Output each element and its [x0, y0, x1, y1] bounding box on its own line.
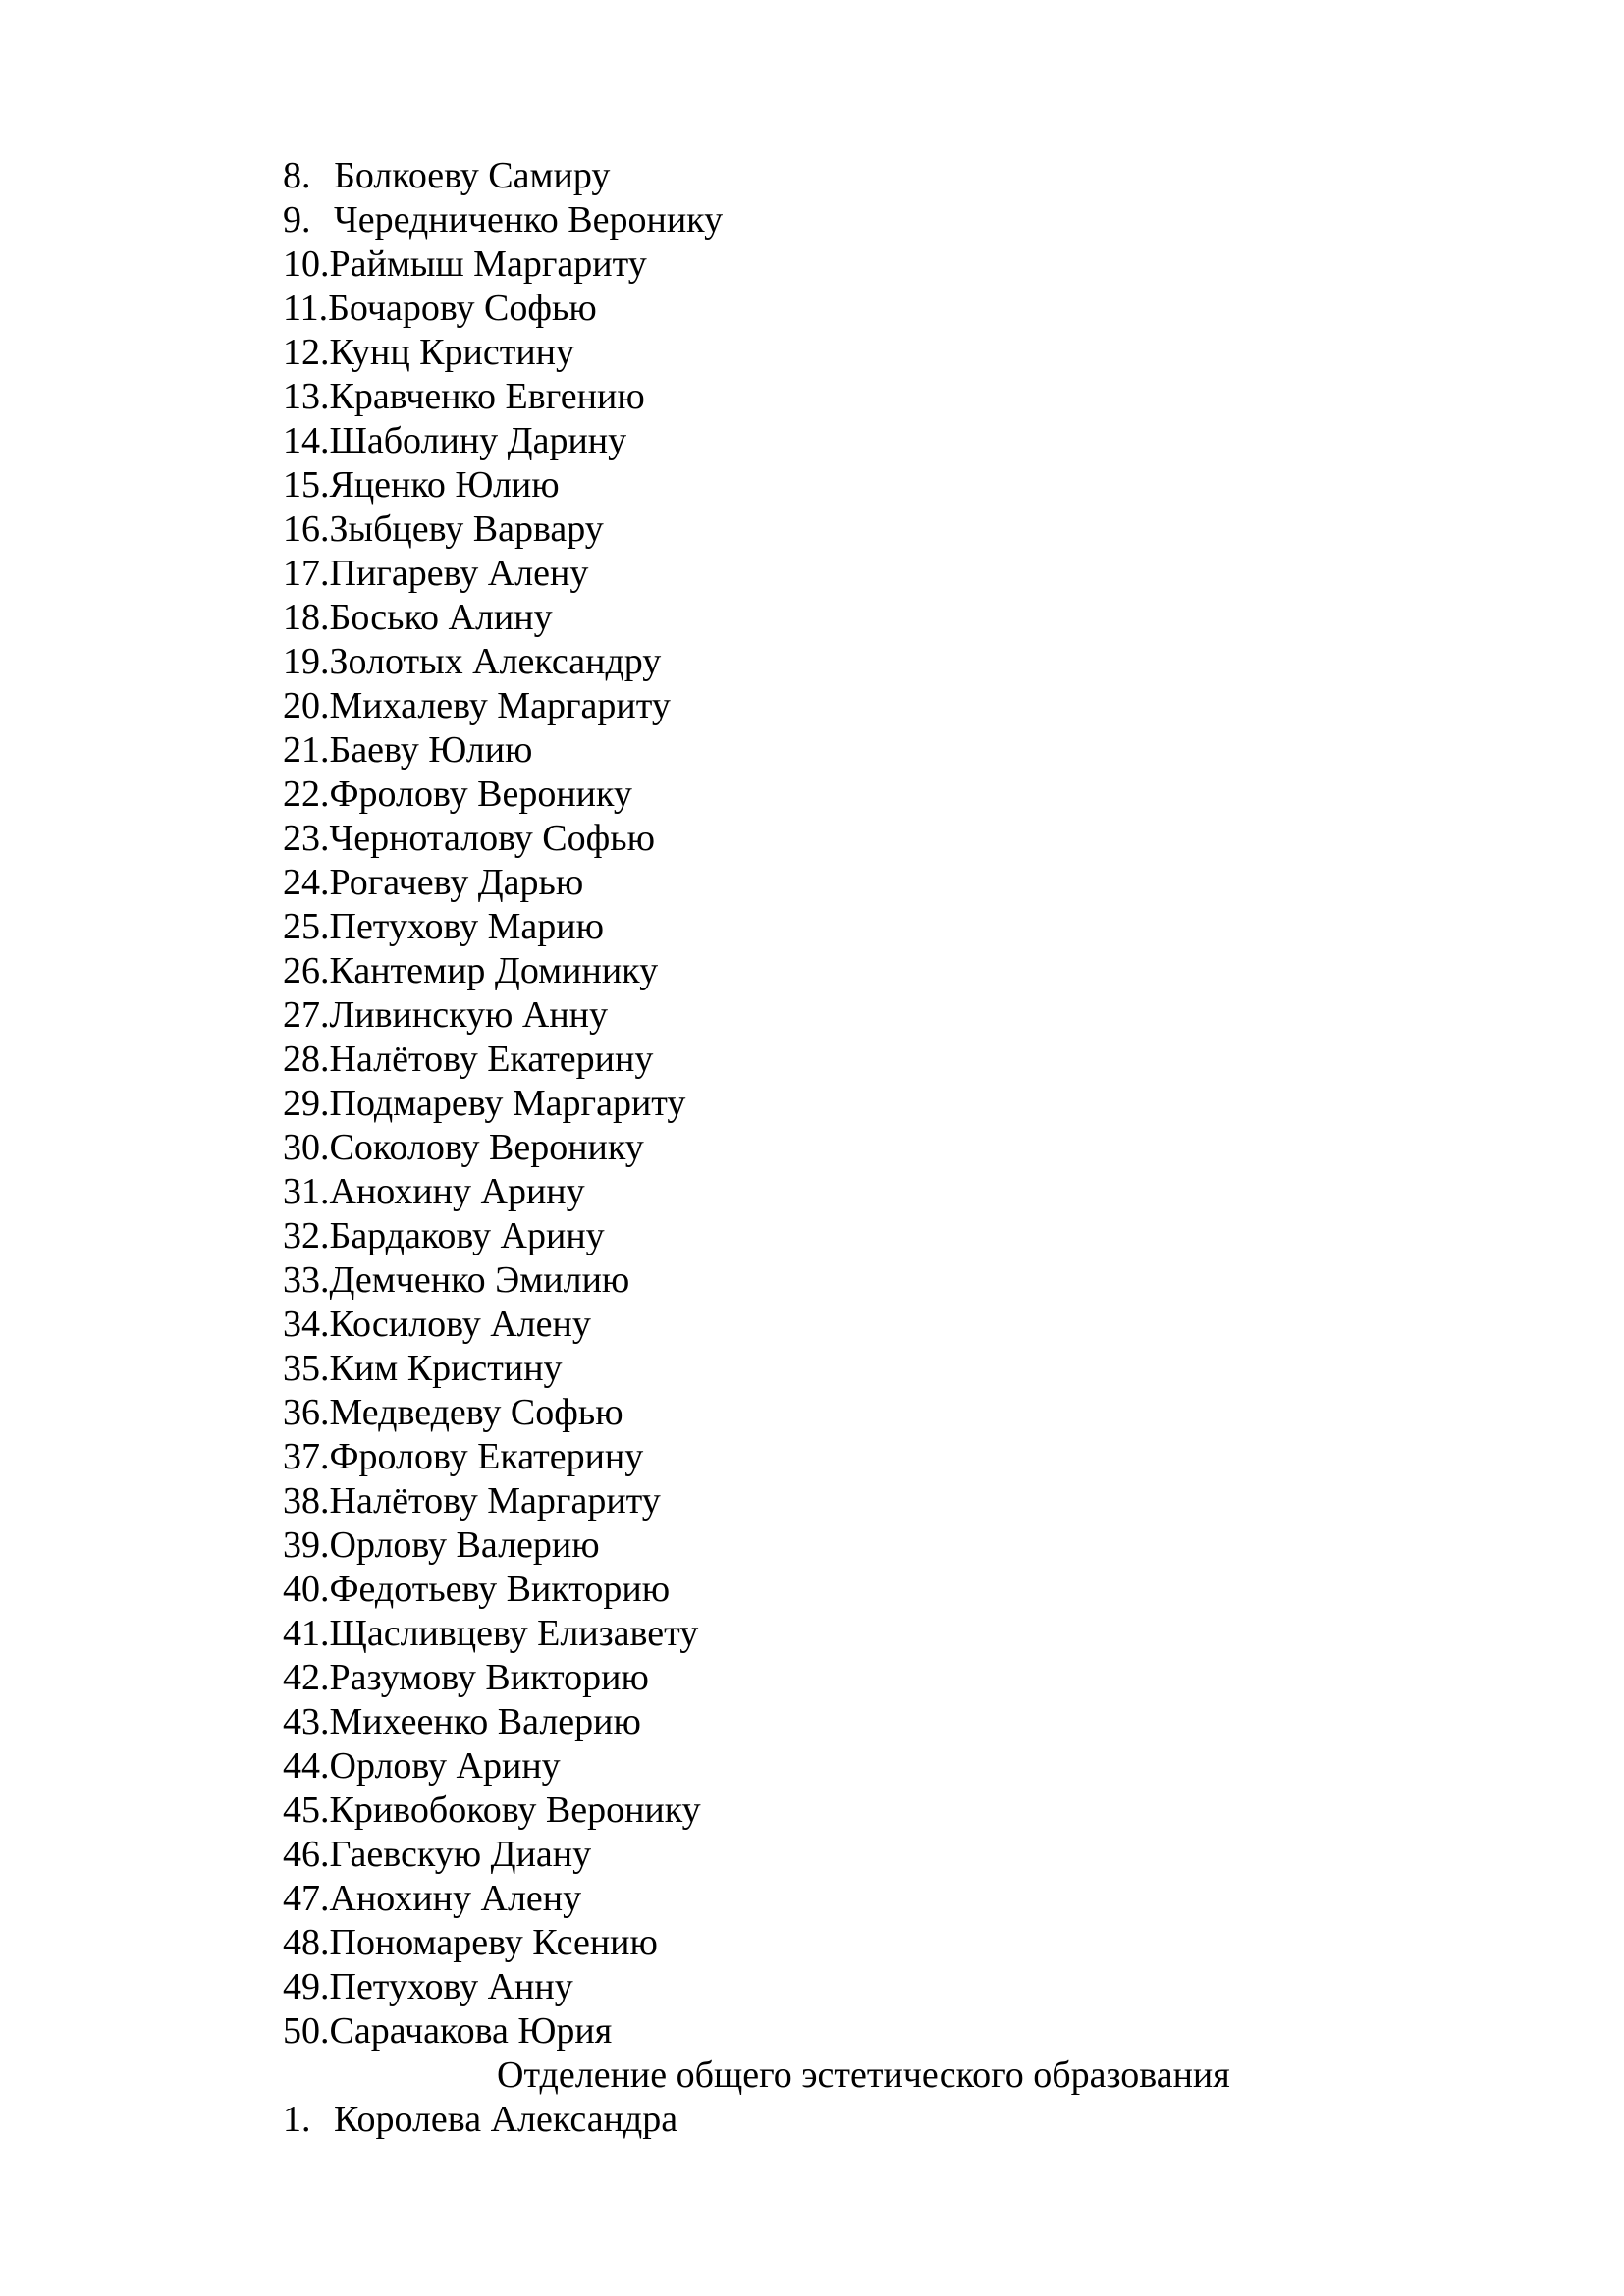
list-item-number: 41.	[283, 1613, 330, 1654]
list-item	[283, 2098, 1461, 2142]
student-list	[283, 154, 1461, 2142]
list-item-number: 48.	[283, 1922, 330, 1963]
list-item	[283, 463, 1461, 507]
list-item-name: Чередниченко Веронику	[334, 199, 724, 240]
list-item-name: Фролову Веронику	[329, 774, 632, 815]
list-item-number: 45.	[283, 1789, 330, 1831]
list-item-name: Сарачакова Юрия	[329, 2010, 613, 2052]
list-item-number: 18.	[283, 597, 330, 638]
list-item-name: Бардакову Арину	[329, 1215, 605, 1256]
list-item	[283, 331, 1461, 375]
list-item-number: 46.	[283, 1834, 330, 1875]
list-item-number: 34.	[283, 1304, 330, 1345]
list-item-number: 24.	[283, 862, 330, 903]
list-item-number: 8.	[283, 155, 311, 196]
list-item-name: Щасливцеву Елизавету	[329, 1613, 699, 1654]
list-item-name: Раймыш Маргариту	[329, 243, 647, 285]
list-item	[283, 287, 1461, 331]
list-item-name: Петухову Марию	[329, 906, 604, 947]
list-item	[283, 817, 1461, 861]
list-item	[283, 1700, 1461, 1744]
list-item	[283, 1258, 1461, 1303]
list-item	[283, 861, 1461, 905]
list-item	[283, 1303, 1461, 1347]
list-item	[283, 1568, 1461, 1612]
list-item	[283, 419, 1461, 463]
list-item-name: Зыбцеву Варвару	[329, 508, 604, 550]
list-item-number: 28.	[283, 1039, 330, 1080]
list-item-name: Королева Александра	[334, 2099, 678, 2140]
list-item-name: Федотьеву Викторию	[329, 1569, 671, 1610]
list-item	[283, 1789, 1461, 1833]
list-item-name: Подмареву Маргариту	[329, 1083, 686, 1124]
list-item-name: Шаболину Дарину	[329, 420, 627, 461]
list-item-name: Бочарову Софью	[328, 288, 597, 329]
list-item-number: 16.	[283, 508, 330, 550]
list-item-number: 38.	[283, 1480, 330, 1522]
list-item	[283, 993, 1461, 1038]
list-item-number: 17.	[283, 553, 330, 594]
list-item-name: Демченко Эмилию	[329, 1259, 630, 1301]
list-item-name: Михеенко Валерию	[329, 1701, 641, 1742]
list-item-name: Соколову Веронику	[329, 1127, 644, 1168]
list-item	[283, 1744, 1461, 1789]
list-item	[283, 1921, 1461, 1965]
list-item-name: Кунц Кристину	[329, 332, 574, 373]
list-item	[283, 1965, 1461, 2009]
list-item-name: Босько Алину	[329, 597, 553, 638]
list-item-name: Анохину Алену	[329, 1878, 582, 1919]
list-item-name: Орлову Валерию	[329, 1524, 600, 1566]
list-item-name: Пономареву Ксению	[329, 1922, 658, 1963]
list-item	[283, 596, 1461, 640]
list-item-name: Фролову Екатерину	[329, 1436, 644, 1477]
list-item-number: 29.	[283, 1083, 330, 1124]
list-item	[283, 198, 1461, 242]
list-item	[283, 1391, 1461, 1435]
list-item-name: Разумову Викторию	[329, 1657, 649, 1698]
list-item-name: Ким Кристину	[329, 1348, 563, 1389]
list-item	[283, 1479, 1461, 1523]
list-item-name: Болкоеву Самиру	[334, 155, 611, 196]
list-item-number: 31.	[283, 1171, 330, 1212]
list-item-number: 35.	[283, 1348, 330, 1389]
list-item-number: 33.	[283, 1259, 330, 1301]
list-item-number: 1.	[283, 2099, 311, 2140]
list-item-number: 40.	[283, 1569, 330, 1610]
list-item	[283, 2009, 1461, 2054]
list-item	[283, 1082, 1461, 1126]
list-item-name: Налётову Маргариту	[329, 1480, 661, 1522]
list-item-number: 39.	[283, 1524, 330, 1566]
list-item-name: Черноталову Софью	[329, 818, 655, 859]
list-item	[283, 552, 1461, 596]
list-item-name: Орлову Арину	[329, 1745, 561, 1787]
list-item-number: 50.	[283, 2010, 330, 2052]
list-item-name: Кантемир Доминику	[329, 950, 659, 991]
list-item	[283, 728, 1461, 773]
list-item-number: 43.	[283, 1701, 330, 1742]
list-item	[283, 1126, 1461, 1170]
list-item-name: Золотых Александру	[329, 641, 662, 682]
list-item-number: 36.	[283, 1392, 330, 1433]
list-item-number: 19.	[283, 641, 330, 682]
list-item-number: 44.	[283, 1745, 330, 1787]
list-item	[283, 154, 1461, 198]
list-item-name: Рогачеву Дарью	[329, 862, 584, 903]
section-heading: Отделение общего эстетического образования	[497, 2055, 1230, 2096]
list-item-number: 27.	[283, 994, 330, 1036]
list-item-number: 13.	[283, 376, 330, 417]
list-item-name: Михалеву Маргариту	[329, 685, 671, 726]
list-item-name: Пигареву Алену	[329, 553, 589, 594]
list-item-name: Ливинскую Анну	[329, 994, 609, 1036]
list-item-number: 20.	[283, 685, 330, 726]
list-item-name: Кривобокову Веронику	[329, 1789, 701, 1831]
list-item-number: 26.	[283, 950, 330, 991]
list-item-number: 12.	[283, 332, 330, 373]
list-item-name: Кравченко Евгению	[329, 376, 645, 417]
list-item	[283, 242, 1461, 287]
list-item-name: Косилову Алену	[329, 1304, 591, 1345]
list-item	[283, 1038, 1461, 1082]
list-item-number: 23.	[283, 818, 330, 859]
list-item	[283, 684, 1461, 728]
list-item	[283, 1833, 1461, 1877]
list-item	[283, 1612, 1461, 1656]
list-item-number: 15.	[283, 464, 330, 506]
list-item-name: Медведеву Софью	[329, 1392, 623, 1433]
list-item	[283, 1214, 1461, 1258]
list-item-number: 9.	[283, 199, 311, 240]
list-item	[283, 905, 1461, 949]
list-item-number: 10.	[283, 243, 330, 285]
list-item	[283, 640, 1461, 684]
list-item	[283, 949, 1461, 993]
list-item-number: 47.	[283, 1878, 330, 1919]
list-item	[283, 1347, 1461, 1391]
list-item	[283, 375, 1461, 419]
list-item-name: Петухову Анну	[329, 1966, 573, 2007]
list-item-name: Налётову Екатерину	[329, 1039, 654, 1080]
list-item	[283, 1523, 1461, 1568]
list-item-name: Яценко Юлию	[329, 464, 560, 506]
list-item-name: Гаевскую Диану	[329, 1834, 592, 1875]
list-item-number: 42.	[283, 1657, 330, 1698]
list-item-number: 22.	[283, 774, 330, 815]
list-item-number: 25.	[283, 906, 330, 947]
list-item-number: 32.	[283, 1215, 330, 1256]
list-item	[283, 1435, 1461, 1479]
list-item-number: 21.	[283, 729, 330, 771]
list-item	[283, 1656, 1461, 1700]
list-item	[283, 1170, 1461, 1214]
list-item-number: 49.	[283, 1966, 330, 2007]
list-item	[283, 773, 1461, 817]
list-item	[283, 507, 1461, 552]
list-item-number: 11.	[283, 288, 329, 329]
list-item-name: Баеву Юлию	[329, 729, 533, 771]
list-item-number: 14.	[283, 420, 330, 461]
list-item-number: 37.	[283, 1436, 330, 1477]
list-item	[283, 1877, 1461, 1921]
list-item-number: 30.	[283, 1127, 330, 1168]
list-item-name: Анохину Арину	[329, 1171, 585, 1212]
